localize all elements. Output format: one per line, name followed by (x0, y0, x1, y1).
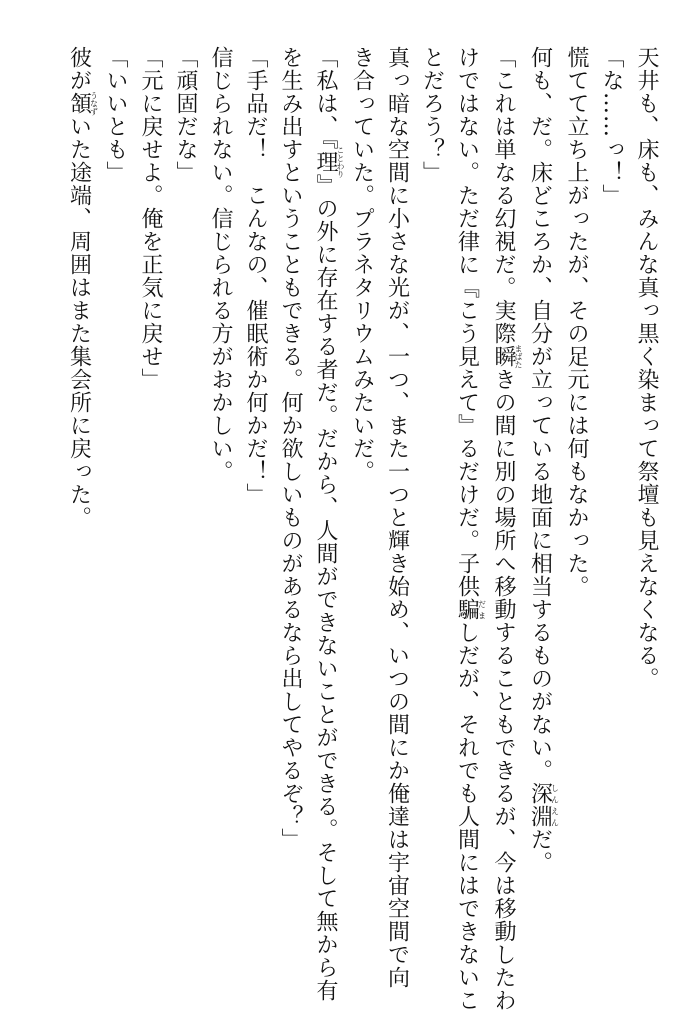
ruby-damashi-reading: だま (477, 598, 487, 621)
ruby-shinen: 深淵しんえん (527, 782, 560, 828)
text-line-12: 「手品だ！ こんなの、催眠術か何かだ！」 (243, 46, 268, 506)
ruby-damashi: 騙だま (454, 598, 487, 621)
text-line-6-part-a: けではない。ただ律に『こう見えて』るだけだ。子供 (454, 46, 480, 598)
text-line-9: き合っていた。プラネタリウムみたいだ。 (349, 46, 375, 483)
ruby-mabataki-reading: まばた (514, 344, 523, 369)
ruby-mabataki: 瞬まばた (491, 344, 523, 369)
ruby-unazu-reading: うなず (89, 91, 99, 116)
text-line-5-part-b: きの間に別の場所へ移動することもできるが、今は移動したわ (491, 368, 516, 1012)
text-line-14: 「頑固だな」 (173, 46, 198, 184)
text-line-8: 真っ暗な空間に小さな光が、一つ、また一つと輝き始め、いつの間にか俺達は宇宙空間で向 (384, 46, 410, 989)
text-line-13: 信じられない。信じられる方がおかしい。 (208, 46, 233, 483)
ruby-kotowari-reading: ことわり (336, 146, 345, 178)
text-line-3: 慌てて立ち上がったが、その足元には何もなかった。 (564, 46, 589, 598)
text-line-6 (450, 46, 487, 1012)
ruby-kotowari: 理ことわり (313, 146, 345, 178)
text-line-10 (308, 46, 345, 1002)
text-line-17 (62, 46, 99, 976)
text-line-10-part-b: 』の外に存在する者だ。だから、人間ができないことができる。そして無から有 (313, 174, 338, 1002)
text-line-5-part-a: 「これは単なる幻視だ。実際 (491, 46, 516, 345)
text-line-17-part-b: いた途端、周囲はまた集会所に戻った。 (66, 115, 92, 529)
ruby-unazu: 頷うなず (66, 91, 99, 116)
text-line-11: を生み出すということもできる。何か欲しいものがあるなら出してやるぞ？」 (278, 46, 303, 851)
text-line-2: 「な……っ！」 (599, 46, 624, 207)
text-line-17-part-a: 彼が (66, 46, 92, 92)
vertical-text-body (62, 46, 665, 1012)
ruby-shinen-reading: しんえん (550, 782, 560, 828)
text-line-16: 「いいとも」 (103, 46, 128, 184)
text-line-5 (486, 46, 523, 1012)
text-line-4-part-b: だ。 (527, 828, 553, 874)
text-line-6-part-b: しだが、それでも人間にはできないこ (454, 621, 480, 1012)
text-line-7: とだろう？」 (419, 46, 445, 184)
text-line-15: 「元に戻せよ。俺を正気に戻せ」 (138, 46, 163, 391)
text-line-1: 天井も、床も、みんな真っ黒く染まって祭壇も見えなくなる。 (634, 46, 659, 690)
text-line-10-part-a: 「私は、『 (313, 46, 338, 150)
text-line-4 (523, 46, 560, 976)
text-line-4-part-a: 何も、だ。床どころか、自分が立っている地面に相当するものがない。 (527, 46, 553, 782)
